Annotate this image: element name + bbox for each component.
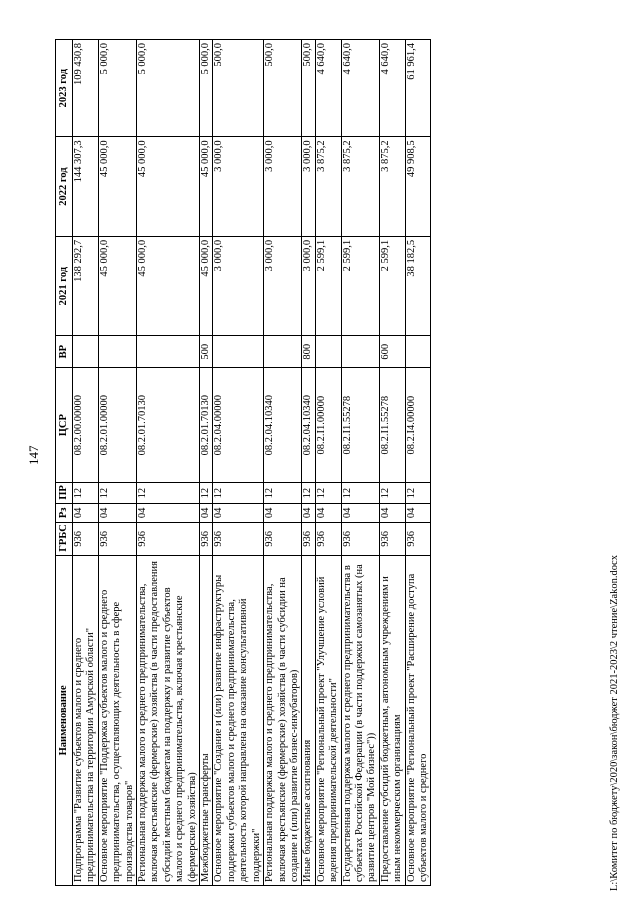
- table-row: [213, 40, 264, 886]
- cell-vr: 500: [200, 336, 213, 368]
- cell-grbs: 936: [213, 522, 264, 555]
- cell-pr: 12: [379, 483, 405, 503]
- cell-rz: 04: [379, 503, 405, 522]
- cell-pr: 12: [315, 483, 341, 503]
- cell-rz: 04: [137, 503, 200, 522]
- cell-vr: [405, 336, 431, 368]
- table-row: [315, 40, 341, 886]
- cell-2022: 3 000,0: [264, 137, 302, 237]
- cell-pr: 12: [137, 483, 200, 503]
- cell-vr: [315, 336, 341, 368]
- cell-2023: 5 000,0: [98, 40, 136, 137]
- cell-2023: 500,0: [213, 40, 264, 137]
- cell-csr: 08.2.I1.55278: [341, 368, 379, 483]
- table-row: [341, 40, 379, 886]
- cell-pr: 12: [200, 483, 213, 503]
- cell-2022: 3 875,2: [379, 137, 405, 237]
- cell-vr: [73, 336, 99, 368]
- cell-name: Региональная поддержка малого и среднего предпринимательства, включая крестьянские (фермерские) хозяйства (в части субсидии на создание и (или) развитие бизнес-инкубаторов): [264, 555, 302, 885]
- cell-grbs: 936: [73, 522, 99, 555]
- header-2021: 2021 год: [56, 236, 73, 336]
- cell-pr: 12: [264, 483, 302, 503]
- cell-2021: 3 000,0: [264, 236, 302, 336]
- cell-csr: 08.2.04.10340: [264, 368, 302, 483]
- cell-2023: 5 000,0: [137, 40, 200, 137]
- cell-2023: 5 000,0: [200, 40, 213, 137]
- cell-csr: 08.2.01.70130: [137, 368, 200, 483]
- table-row: [98, 40, 136, 886]
- cell-2021: 138 292,7: [73, 236, 99, 336]
- cell-name: Государственная поддержка малого и среднего предпринимательства в субъектах Российской Федерации (в части поддержки самозанятых (на развитие центров "Мой бизнес")): [341, 555, 379, 885]
- footer-path: L:\Комитет по бюджету\2020\закон\бюджет 2021-2023\2 чтение\Zakon.docx: [609, 555, 620, 891]
- cell-grbs: 936: [405, 522, 431, 555]
- header-csr: ЦСР: [56, 368, 73, 483]
- cell-pr: 12: [73, 483, 99, 503]
- cell-2022: 3 875,2: [315, 137, 341, 237]
- cell-name: Основное мероприятие "Поддержка субъектов малого и среднего предпринимательства, осуществляющих деятельность в сфере производства товаров": [98, 555, 136, 885]
- cell-vr: [98, 336, 136, 368]
- cell-vr: [137, 336, 200, 368]
- cell-rz: 04: [73, 503, 99, 522]
- cell-vr: [213, 336, 264, 368]
- cell-2022: 144 307,3: [73, 137, 99, 237]
- cell-name: Предоставление субсидий бюджетным, автономным учреждениям и иным некоммерческим организациям: [379, 555, 405, 885]
- table-row: [73, 40, 99, 886]
- cell-vr: [264, 336, 302, 368]
- cell-2022: 3 875,2: [341, 137, 379, 237]
- header-2023: 2023 год: [56, 40, 73, 137]
- cell-2022: 3 000,0: [213, 137, 264, 237]
- cell-rz: 04: [213, 503, 264, 522]
- cell-2021: 38 182,5: [405, 236, 431, 336]
- cell-pr: 12: [405, 483, 431, 503]
- cell-csr: 08.2.I1.00000: [315, 368, 341, 483]
- cell-2021: 2 599,1: [315, 236, 341, 336]
- cell-name: Иные бюджетные ассигнования: [302, 555, 315, 885]
- table-row: [405, 40, 431, 886]
- header-2022: 2022 год: [56, 137, 73, 237]
- cell-rz: 04: [98, 503, 136, 522]
- cell-name: Подпрограмма "Развитие субъектов малого и среднего предпринимательства на территории Амурской области": [73, 555, 99, 885]
- cell-csr: 08.2.I4.00000: [405, 368, 431, 483]
- cell-name: Основное мероприятие "Создание и (или) развитие инфраструктуры поддержки субъектов малого и среднего предпринимательства, деятельность которой направлена на оказание консультативной поддержки": [213, 555, 264, 885]
- cell-2021: 2 599,1: [341, 236, 379, 336]
- cell-2021: 45 000,0: [98, 236, 136, 336]
- cell-grbs: 936: [379, 522, 405, 555]
- cell-csr: 08.2.I1.55278: [379, 368, 405, 483]
- table-row: [264, 40, 302, 886]
- cell-2022: 45 000,0: [200, 137, 213, 237]
- cell-rz: 04: [341, 503, 379, 522]
- cell-2023: 4 640,0: [315, 40, 341, 137]
- cell-pr: 12: [213, 483, 264, 503]
- cell-vr: 600: [379, 336, 405, 368]
- header-name: Наименование: [56, 555, 73, 885]
- cell-2022: 3 000,0: [302, 137, 315, 237]
- cell-2023: 500,0: [264, 40, 302, 137]
- cell-2021: 45 000,0: [137, 236, 200, 336]
- cell-2023: 500,0: [302, 40, 315, 137]
- budget-table: [55, 39, 431, 886]
- table-row: [379, 40, 405, 886]
- header-pr: ПР: [56, 483, 73, 503]
- cell-2022: 45 000,0: [98, 137, 136, 237]
- cell-2023: 109 430,8: [73, 40, 99, 137]
- table-header-row: [56, 40, 73, 886]
- cell-vr: [341, 336, 379, 368]
- cell-pr: 12: [341, 483, 379, 503]
- cell-grbs: 936: [341, 522, 379, 555]
- cell-pr: 12: [98, 483, 136, 503]
- table-row: [137, 40, 200, 886]
- cell-grbs: 936: [264, 522, 302, 555]
- cell-vr: 800: [302, 336, 315, 368]
- header-rz: Рз: [56, 503, 73, 522]
- cell-csr: 08.2.04.10340: [302, 368, 315, 483]
- cell-2021: 45 000,0: [200, 236, 213, 336]
- cell-rz: 04: [264, 503, 302, 522]
- page-number: 147: [26, 445, 41, 465]
- table-row: [200, 40, 213, 886]
- cell-2021: 3 000,0: [302, 236, 315, 336]
- cell-2022: 49 908,5: [405, 137, 431, 237]
- cell-grbs: 936: [200, 522, 213, 555]
- cell-name: Межбюджетные трансферты: [200, 555, 213, 885]
- cell-name: Региональная поддержка малого и среднего предпринимательства, включая крестьянские (фермерские) хозяйства (в части предоставления субсидий местным бюджетам на поддержку и развитие субъектов малого и среднего предпринимательства, включая крестьянские (фермерские) хозяйства): [137, 555, 200, 885]
- cell-2023: 4 640,0: [379, 40, 405, 137]
- cell-rz: 04: [405, 503, 431, 522]
- cell-csr: 08.2.04.00000: [213, 368, 264, 483]
- table-body: [73, 40, 431, 886]
- table-row: [302, 40, 315, 886]
- cell-csr: 08.2.00.00000: [73, 368, 99, 483]
- cell-csr: 08.2.01.70130: [200, 368, 213, 483]
- cell-grbs: 936: [137, 522, 200, 555]
- cell-2023: 4 640,0: [341, 40, 379, 137]
- cell-grbs: 936: [98, 522, 136, 555]
- cell-rz: 04: [302, 503, 315, 522]
- cell-pr: 12: [302, 483, 315, 503]
- cell-2023: 61 961,4: [405, 40, 431, 137]
- cell-name: Основное мероприятие "Региональный проект "Расширение доступа субъектов малого и среднего: [405, 555, 431, 885]
- header-grbs: ГРБС: [56, 522, 73, 555]
- cell-name: Основное мероприятие "Региональный проект "Улучшение условий ведения предпринимательской деятельности": [315, 555, 341, 885]
- cell-grbs: 936: [315, 522, 341, 555]
- cell-2021: 2 599,1: [379, 236, 405, 336]
- cell-rz: 04: [200, 503, 213, 522]
- cell-2022: 45 000,0: [137, 137, 200, 237]
- cell-grbs: 936: [302, 522, 315, 555]
- cell-rz: 04: [315, 503, 341, 522]
- cell-2021: 3 000,0: [213, 236, 264, 336]
- header-vr: ВР: [56, 336, 73, 368]
- cell-csr: 08.2.01.00000: [98, 368, 136, 483]
